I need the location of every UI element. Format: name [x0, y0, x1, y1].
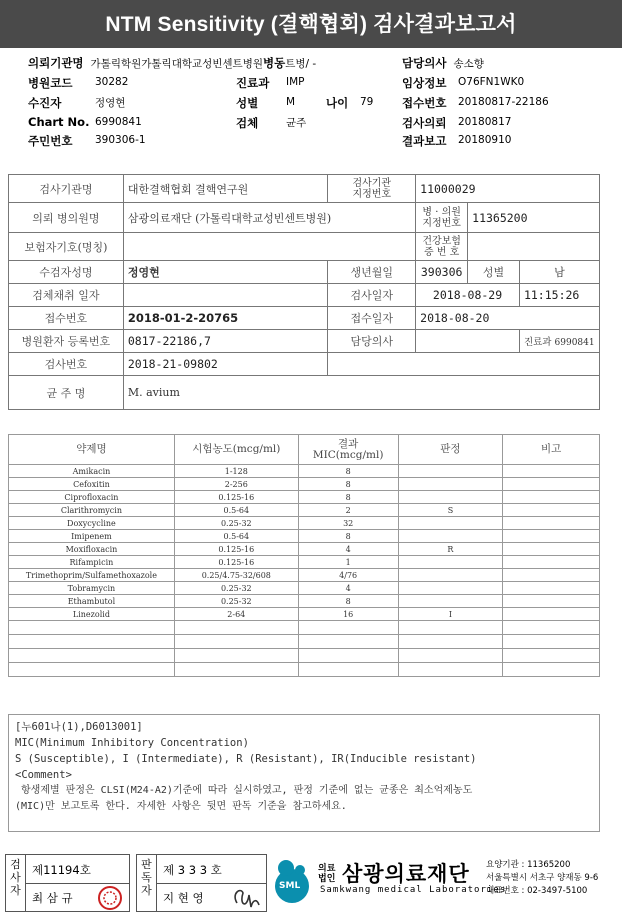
- cell-drug: Imipenem: [9, 530, 175, 543]
- cell-mic: 8: [298, 465, 398, 478]
- receipt-date-label: 접수일자: [328, 307, 416, 330]
- table-row: [9, 621, 600, 635]
- cell-judge: [398, 478, 503, 491]
- cell-mic: [298, 663, 398, 677]
- cell-judge: [398, 582, 503, 595]
- comment-body-2: (MIC)만 보고토록 한다. 자세한 사항은 뒷면 판독 기준을 참고하세요.: [15, 801, 347, 812]
- cell-drug: Tobramycin: [9, 582, 175, 595]
- request-label: 검사의뢰: [402, 116, 447, 130]
- cell-mic: 4: [298, 582, 398, 595]
- cell-mic: 32: [298, 517, 398, 530]
- exam-no-value: 2018-21-09802: [123, 353, 328, 376]
- cell-drug: Moxifloxacin: [9, 543, 175, 556]
- org-english: Samkwang medical Laboratories: [320, 885, 507, 895]
- doctor-label-cell: 담당의사: [328, 330, 416, 353]
- clinical-value: O76FN1WK0: [458, 76, 525, 88]
- cell-mic: 4: [298, 543, 398, 556]
- cell-note: [503, 517, 600, 530]
- agency-value: 대한결핵협회 결핵연구원: [123, 175, 328, 203]
- table-row: [9, 491, 600, 504]
- id-value: 390306-1: [95, 134, 146, 146]
- name-value: 정영현: [123, 261, 328, 284]
- cell-judge: [398, 530, 503, 543]
- comment-body-1: 항생제별 판정은 CLSI(M24-A2)기준에 따라 실시하였고, 판정 기준에 없는 균종은 최소억제농도: [21, 785, 473, 796]
- comment-box: [8, 714, 600, 832]
- org-name: 삼광의료재단: [342, 862, 470, 886]
- cell-drug: Doxycycline: [9, 517, 175, 530]
- cell-mic: 4/76: [298, 569, 398, 582]
- cell-judge: R: [398, 543, 503, 556]
- sml-logo-text: SML: [279, 881, 301, 891]
- cell-drug: [9, 635, 175, 649]
- cell-note: [503, 504, 600, 517]
- doctor-value-cell: [416, 330, 520, 353]
- cell-range: 0.25-32: [174, 517, 298, 530]
- health-no-label: 건강보험 증 번 호: [416, 233, 468, 261]
- cell-range: [174, 621, 298, 635]
- cell-mic: 2: [298, 504, 398, 517]
- examiner-box: [5, 854, 130, 912]
- cell-mic: 16: [298, 608, 398, 621]
- cell-mic: [298, 635, 398, 649]
- cell-note: [503, 649, 600, 663]
- cell-drug: Clarithromycin: [9, 504, 175, 517]
- org-code: 요양기관 : 11365200: [486, 860, 571, 870]
- receipt-date-value: 2018-08-20: [416, 307, 600, 330]
- sex-value-cell: 남: [519, 261, 599, 284]
- sex-value: M: [286, 96, 296, 108]
- receipt-value-cell: 2018-01-2-20765: [123, 307, 328, 330]
- table-row: [9, 595, 600, 608]
- cell-mic: 8: [298, 530, 398, 543]
- code-label: 병원코드: [28, 76, 73, 90]
- footer: [2, 854, 622, 914]
- cell-note: [503, 663, 600, 677]
- specimen-value: 균주: [286, 117, 307, 129]
- comment-code: [누601나(1),D6013001]: [15, 721, 143, 733]
- exam-no-blank: [328, 353, 600, 376]
- cell-note: [503, 556, 600, 569]
- cell-note: [503, 582, 600, 595]
- hospital-row: [28, 55, 316, 71]
- cell-note: [503, 465, 600, 478]
- health-no-value: [468, 233, 600, 261]
- exam-time-value: 11:15:26: [519, 284, 599, 307]
- agency-no-value: 11000029: [416, 175, 600, 203]
- cell-drug: [9, 621, 175, 635]
- sml-logo-icon: [272, 856, 312, 906]
- cell-drug: Linezolid: [9, 608, 175, 621]
- cell-note: [503, 491, 600, 504]
- organism-label: 균 주 명: [9, 376, 124, 410]
- table-row: [9, 465, 600, 478]
- report-title: NTM Sensitivity (결핵협회) 검사결과보고서: [0, 0, 622, 48]
- dept-label: 진료과: [236, 76, 270, 90]
- cell-range: 0.125-16: [174, 556, 298, 569]
- cell-range: 0.5-64: [174, 504, 298, 517]
- cell-note: [503, 621, 600, 635]
- table-row: [9, 649, 600, 663]
- reader-license: 제 3 3 3 호: [163, 863, 222, 877]
- cell-judge: [398, 635, 503, 649]
- cell-mic: 8: [298, 595, 398, 608]
- table-row: [9, 582, 600, 595]
- cell-range: [174, 663, 298, 677]
- code-value: 30282: [95, 76, 129, 88]
- report-date-label: 결과보고: [402, 134, 447, 148]
- table-row: [9, 663, 600, 677]
- sex-label: 성별: [236, 96, 259, 110]
- cell-range: 0.5-64: [174, 530, 298, 543]
- reader-name: 지 현 영: [163, 891, 204, 905]
- clinical-label: 임상정보: [402, 76, 447, 90]
- id-label: 주민번호: [28, 134, 73, 148]
- cell-judge: [398, 517, 503, 530]
- birth-value: 390306: [416, 261, 468, 284]
- patient-label: 수진자: [28, 96, 62, 110]
- cell-drug: Rifampicin: [9, 556, 175, 569]
- birth-label: 생년월일: [328, 261, 416, 284]
- cell-drug: Trimethoprim/Sulfamethoxazole: [9, 569, 175, 582]
- cell-judge: [398, 621, 503, 635]
- table-row: [9, 569, 600, 582]
- examiner-tag: 검사자: [6, 855, 26, 911]
- cell-judge: S: [398, 504, 503, 517]
- specimen-info-table: [8, 174, 600, 410]
- req-no-label: 병 · 의원 지정번호: [416, 203, 468, 233]
- org-tel: 대표번호 : 02-3497-5100: [486, 886, 588, 896]
- cell-judge: [398, 595, 503, 608]
- mic-table-body: [9, 465, 600, 677]
- exam-date-value: 2018-08-29: [416, 284, 520, 307]
- cell-note: [503, 608, 600, 621]
- cell-judge: [398, 491, 503, 504]
- reader-box: [136, 854, 267, 912]
- request-value: 20180817: [458, 116, 512, 128]
- hosp-patient-label: 병원환자 등록번호: [9, 330, 124, 353]
- exam-date-label: 검사일자: [328, 284, 416, 307]
- examiner-seal-icon: [96, 885, 124, 911]
- hospital-label: 의뢰기관명: [28, 56, 84, 70]
- age-value: 79: [360, 96, 374, 108]
- table-row: [9, 556, 600, 569]
- hosp-patient-value: 0817-22186,7: [123, 330, 328, 353]
- cell-range: [174, 635, 298, 649]
- doctor-label: 담당의사: [402, 56, 447, 70]
- cell-range: 2-256: [174, 478, 298, 491]
- cell-note: [503, 530, 600, 543]
- cell-range: 2-64: [174, 608, 298, 621]
- cell-judge: [398, 649, 503, 663]
- table-row: [9, 530, 600, 543]
- chart-value: 6990841: [95, 116, 142, 128]
- col-drug: 약제명: [9, 435, 175, 465]
- insurance-label: 보험자기호(명칭): [9, 233, 124, 261]
- cell-note: [503, 478, 600, 491]
- ward-value: 트병/ -: [285, 58, 317, 70]
- dept-value: IMP: [286, 76, 305, 88]
- exam-no-label: 검사번호: [9, 353, 124, 376]
- table-row: [9, 543, 600, 556]
- table-row: [9, 478, 600, 491]
- cell-note: [503, 595, 600, 608]
- cell-range: [174, 649, 298, 663]
- examiner-license: 제11194호: [32, 863, 91, 877]
- examiner-name: 최 삼 규: [32, 891, 73, 905]
- col-mic: 결과 MIC(mcg/ml): [298, 435, 398, 465]
- org-small: 의료 법인: [318, 864, 336, 884]
- cell-drug: Amikacin: [9, 465, 175, 478]
- doctor-value: 송소향: [453, 58, 484, 70]
- org-contact: [486, 859, 598, 898]
- cell-range: 0.25-32: [174, 582, 298, 595]
- specimen-label: 검체: [236, 116, 259, 130]
- age-label: 나이: [326, 96, 349, 110]
- cell-drug: Cefoxitin: [9, 478, 175, 491]
- cell-mic: 8: [298, 491, 398, 504]
- table-row: [9, 517, 600, 530]
- cell-note: [503, 635, 600, 649]
- cell-drug: [9, 663, 175, 677]
- cell-drug: Ethambutol: [9, 595, 175, 608]
- mic-results-table: [8, 434, 600, 677]
- cell-range: 0.25-32: [174, 595, 298, 608]
- cell-judge: I: [398, 608, 503, 621]
- chart-label: Chart No.: [28, 115, 90, 129]
- ward-label: 병동: [262, 56, 286, 70]
- col-note: 비고: [503, 435, 600, 465]
- req-hosp-value: 삼광의료재단 (가톨릭대학교성빈센트병원): [123, 203, 415, 233]
- cell-mic: 1: [298, 556, 398, 569]
- cell-drug: Ciprofloxacin: [9, 491, 175, 504]
- cell-judge: [398, 569, 503, 582]
- comment-head: <Comment>: [15, 769, 72, 781]
- report-date-value: 20180910: [458, 134, 512, 146]
- name-label: 수검자성명: [9, 261, 124, 284]
- cell-note: [503, 543, 600, 556]
- comment-legend: S (Susceptible), I (Intermediate), R (Resistant), IR(Inducible resistant): [15, 753, 477, 765]
- dept-cell: 진료과 6990841: [519, 330, 599, 353]
- receipt-label: 접수번호: [402, 96, 447, 110]
- comment-mic-def: MIC(Minimum Inhibitory Concentration): [15, 737, 249, 749]
- agency-no-label: 검사기관 지정번호: [328, 175, 416, 203]
- cell-mic: 8: [298, 478, 398, 491]
- receipt-label-cell: 접수번호: [9, 307, 124, 330]
- cell-judge: [398, 556, 503, 569]
- cell-judge: [398, 663, 503, 677]
- receipt-value: 20180817-22186: [458, 96, 549, 108]
- cell-mic: [298, 649, 398, 663]
- insurance-value: [123, 233, 415, 261]
- cell-range: 0.125-16: [174, 543, 298, 556]
- agency-label: 검사기관명: [9, 175, 124, 203]
- collect-value: [123, 284, 328, 307]
- cell-range: 0.25/4.75-32/608: [174, 569, 298, 582]
- organism-value: M. avium: [123, 376, 599, 410]
- cell-drug: [9, 649, 175, 663]
- cell-range: 0.125-16: [174, 491, 298, 504]
- table-row: [9, 608, 600, 621]
- cell-range: 1-128: [174, 465, 298, 478]
- cell-mic: [298, 621, 398, 635]
- sex-label-cell: 성별: [468, 261, 520, 284]
- patient-value: 정영현: [95, 97, 126, 109]
- req-hosp-label: 의뢰 병의원명: [9, 203, 124, 233]
- doctor-row: [402, 55, 484, 71]
- hospital-value: 가톨릭학원가톨릭대학교성빈센트병원: [90, 58, 263, 70]
- cell-judge: [398, 465, 503, 478]
- col-judge: 판정: [398, 435, 503, 465]
- table-row: [9, 504, 600, 517]
- req-no-value: 11365200: [468, 203, 600, 233]
- reader-tag: 판독자: [137, 855, 157, 911]
- org-address: 서울특별시 서초구 양재동 9-6: [486, 873, 599, 883]
- cell-note: [503, 569, 600, 582]
- reader-signature-icon: [229, 885, 261, 911]
- col-range: 시험농도(mcg/ml): [174, 435, 298, 465]
- collect-label: 검체채취 일자: [9, 284, 124, 307]
- table-row: [9, 635, 600, 649]
